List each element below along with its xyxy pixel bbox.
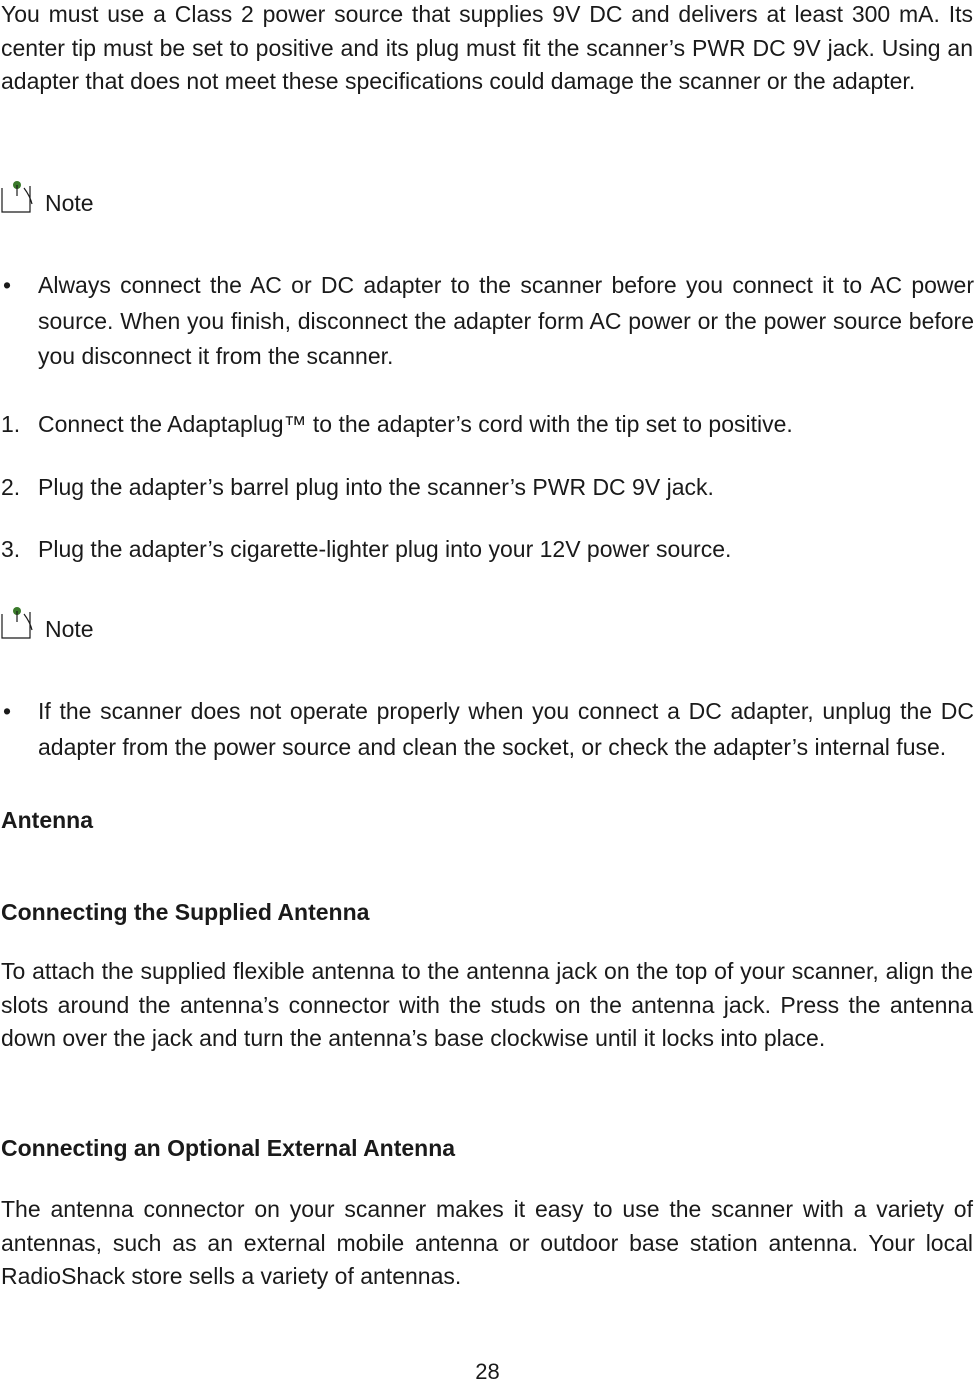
page-number: 28 — [475, 1359, 500, 1384]
step-2 — [0, 472, 714, 502]
note-2-text: If the scanner does not operate properly when you connect a DC adapter, unplug the DC adapter from the power source and clean the socket, or check the adapter’s internal fuse. — [38, 698, 974, 760]
step-number: 1. — [1, 411, 21, 437]
note-label: Note — [45, 190, 94, 216]
subheading-supplied-antenna: Connecting the Supplied Antenna — [1, 899, 370, 925]
step-number: 2. — [1, 474, 21, 500]
step-text: Plug the adapter’s cigarette-lighter plug into your 12V power source. — [38, 536, 732, 562]
step-3 — [0, 534, 731, 564]
step-text: Plug the adapter’s barrel plug into the scanner’s PWR DC 9V jack. — [38, 474, 714, 500]
note-2-bullet — [0, 694, 974, 765]
step-text: Connect the Adaptaplug™ to the adapter’s cord with the tip set to positive. — [38, 411, 793, 437]
subheading-external-antenna: Connecting an Optional External Antenna — [1, 1135, 456, 1161]
note-2 — [0, 598, 200, 642]
note-icon — [0, 176, 34, 216]
note-label: Note — [45, 616, 94, 642]
section-heading-antenna: Antenna — [1, 807, 93, 833]
intro-paragraph: You must use a Class 2 power source that supplies 9V DC and delivers at least 300 mA. Its center tip must be set to positive and its plug must fit the scanner’s PWR DC 9V jack. Using an adapter that does not meet these specifications could damage the scanner or the adapter. — [1, 1, 973, 94]
bullet-mark: • — [3, 698, 12, 724]
supplied-antenna-paragraph: To attach the supplied flexible antenna to the antenna jack on the top of your scanner, align the slots around the antenna’s connector with the studs on the antenna jack. Press the antenna down over the jack and turn the antenna’s base clockwise until it locks into place. — [1, 958, 973, 1051]
note-icon — [0, 602, 34, 642]
external-antenna-paragraph: The antenna connector on your scanner makes it easy to use the scanner with a variety of antennas, such as an external mobile antenna or outdoor base station antenna. Your local RadioShack store sells a variety of antennas. — [1, 1196, 973, 1289]
note-1 — [0, 172, 200, 216]
note-1-bullet — [0, 268, 974, 375]
step-number: 3. — [1, 536, 21, 562]
note-1-text: Always connect the AC or DC adapter to the scanner before you connect it to AC power source. When you finish, disconnect the adapter form AC power or the power source before you disconnect it from the scanner. — [38, 272, 974, 369]
bullet-mark: • — [3, 272, 12, 298]
step-1 — [0, 409, 793, 439]
